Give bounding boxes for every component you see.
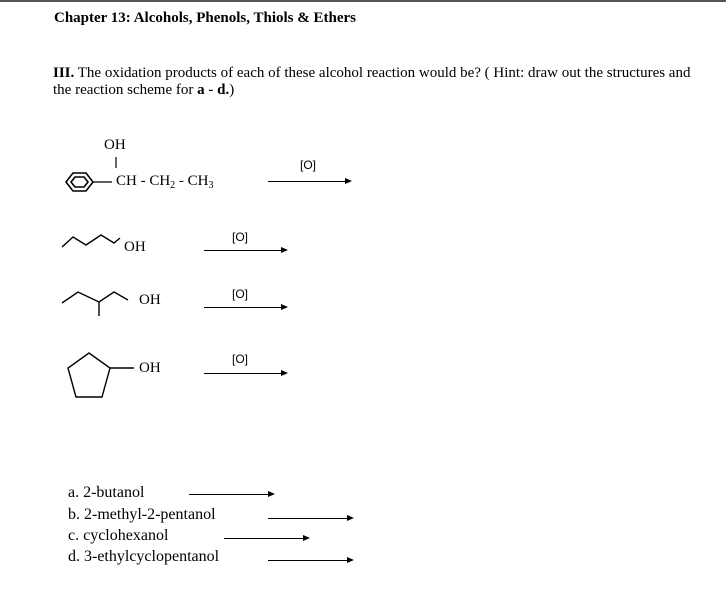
question-body: The oxidation products of each of these alcohol reaction would be? ( Hint: draw out the structures and the reaction scheme for <box>53 65 691 98</box>
reaction-arrow-4 <box>204 373 286 374</box>
question-range: a - d. <box>197 82 230 98</box>
reaction-arrow-2 <box>204 250 286 251</box>
formula-main: CH - CH <box>116 173 171 189</box>
oh-label-4: OH <box>139 360 161 376</box>
formula-sub-2: 2 <box>170 180 176 191</box>
reagent-label-2: [O] <box>232 230 249 244</box>
compound-a: a. 2-butanol <box>68 484 145 501</box>
reaction-arrow-3 <box>204 307 286 308</box>
reagent-label-1: [O] <box>300 158 317 172</box>
zigzag-chain-2 <box>62 292 128 303</box>
reagent-label-3: [O] <box>232 287 249 301</box>
oh-label-3: OH <box>139 292 161 308</box>
chapter-heading: Chapter 13: Alcohols, Phenols, Thiols & Ethers <box>54 10 356 26</box>
reaction-arrow-1 <box>268 181 350 182</box>
oh-label-1: OH <box>104 137 126 153</box>
cyclopentane-ring <box>68 353 110 397</box>
arrow-b <box>268 518 352 519</box>
side-chain-formula <box>116 173 214 191</box>
formula-mid: - CH <box>175 173 209 189</box>
arrow-d <box>268 560 352 561</box>
arrow-a <box>189 494 273 495</box>
compound-c: c. cyclohexanol <box>68 527 169 544</box>
arrow-c <box>224 538 308 539</box>
benzene-ring <box>66 173 93 191</box>
reagent-label-4: [O] <box>232 352 249 366</box>
formula-sub-3: 3 <box>208 180 214 191</box>
question-end: ) <box>229 82 235 98</box>
zigzag-chain-1 <box>62 235 120 247</box>
question-number: III. <box>53 65 75 81</box>
compound-b: b. 2-methyl-2-pentanol <box>68 506 216 523</box>
compound-d: d. 3-ethylcyclopentanol <box>68 548 220 565</box>
oh-label-2: OH <box>124 239 146 255</box>
